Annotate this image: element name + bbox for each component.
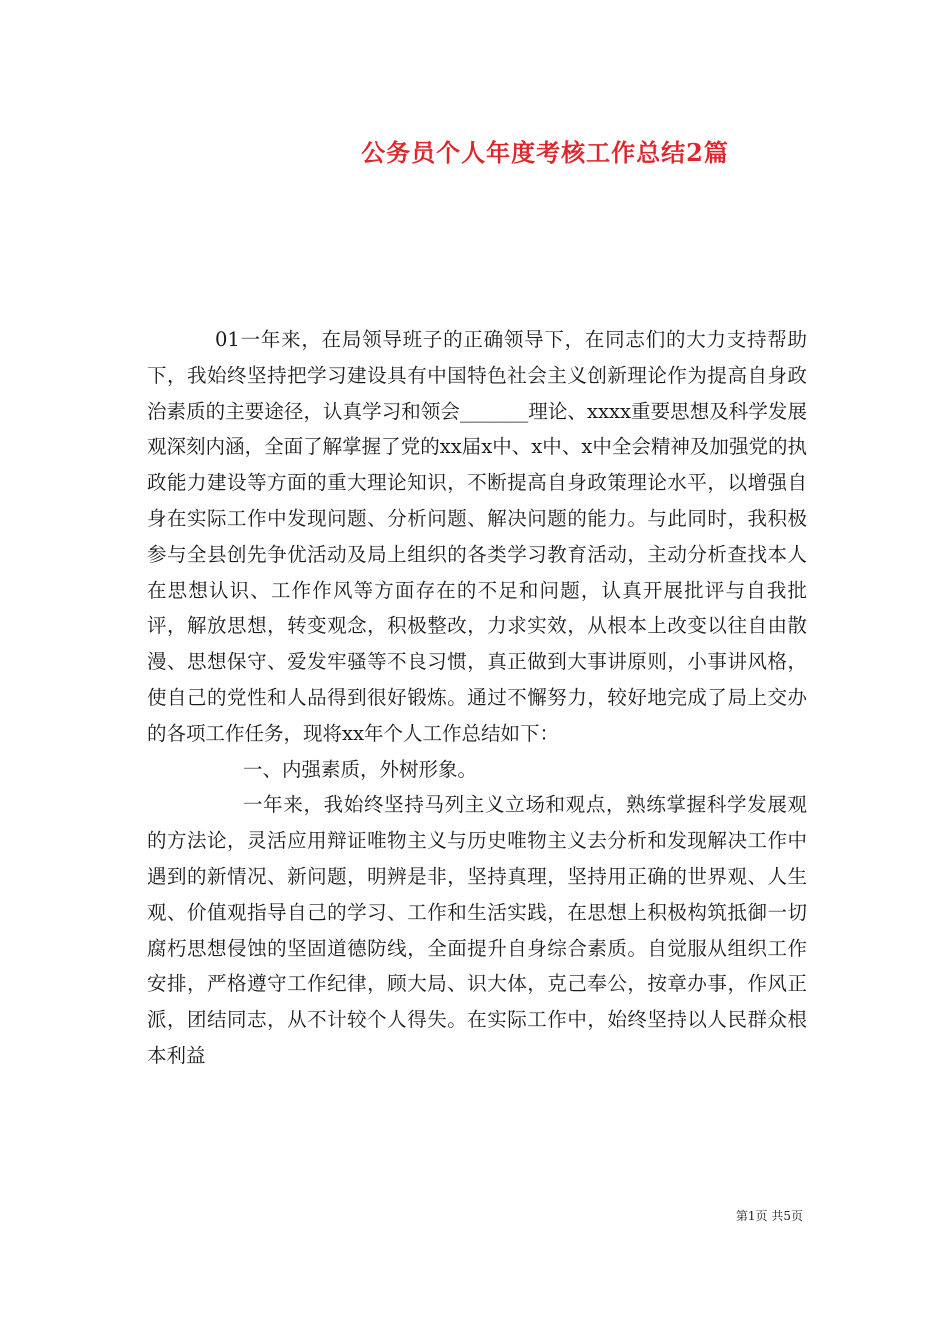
- paragraph-intro: 01一年来，在局领导班子的正确领导下，在同志们的大力支持帮助下，我始终坚持把学习建设具有中国特色社会主义创新理论作为提高自身政治素质的主要途径，认真学习和领会_______理论、xxxx重要思想及科学发展观深刻内涵，全面了解掌握了党的xx届x中、x中、x中全会精神及加强党的执政能力建设等方面的重大理论知识，不断提高自身政策理论水平，以增强自身在实际工作中发现问题、分析问题、解决问题的能力。与此同时，我积极参与全县创先争优活动及局上组织的各类学习教育活动，主动分析查找本人在思想认识、工作作风等方面存在的不足和问题，认真开展批评与自我批评，解放思想，转变观念，积极整改，力求实效，从根本上改变以往自由散漫、思想保守、爱发牢骚等不良习惯，真正做到大事讲原则，小事讲风格，使自己的党性和人品得到很好锻炼。通过不懈努力，较好地完成了局上交办的各项工作任务，现将xx年个人工作总结如下：: [147, 328, 807, 745]
- document-title: 公务员个人年度考核工作总结2篇: [361, 138, 729, 167]
- section-heading: 一、内强素质，外树形象。: [243, 757, 478, 781]
- paragraph-section-1: 一年来，我始终坚持马列主义立场和观点，熟练掌握科学发展观的方法论，灵活应用辩证唯物主义与历史唯物主义去分析和发现解决工作中遇到的新情况、新问题，明辨是非，坚持真理，坚持用正确的世界观、人生观、价值观指导自己的学习、工作和生活实践，在思想上积极构筑抵御一切腐朽思想侵蚀的坚固道德防线，全面提升自身综合素质。自觉服从组织工作安排，严格遵守工作纪律，顾大局、识大体，克己奉公，按章办事，作风正派，团结同志，从不计较个人得失。在实际工作中，始终坚持以人民群众根本利益: [147, 793, 807, 1067]
- page-number: 第1页 共5页: [735, 1209, 803, 1223]
- document-body: [147, 322, 807, 1074]
